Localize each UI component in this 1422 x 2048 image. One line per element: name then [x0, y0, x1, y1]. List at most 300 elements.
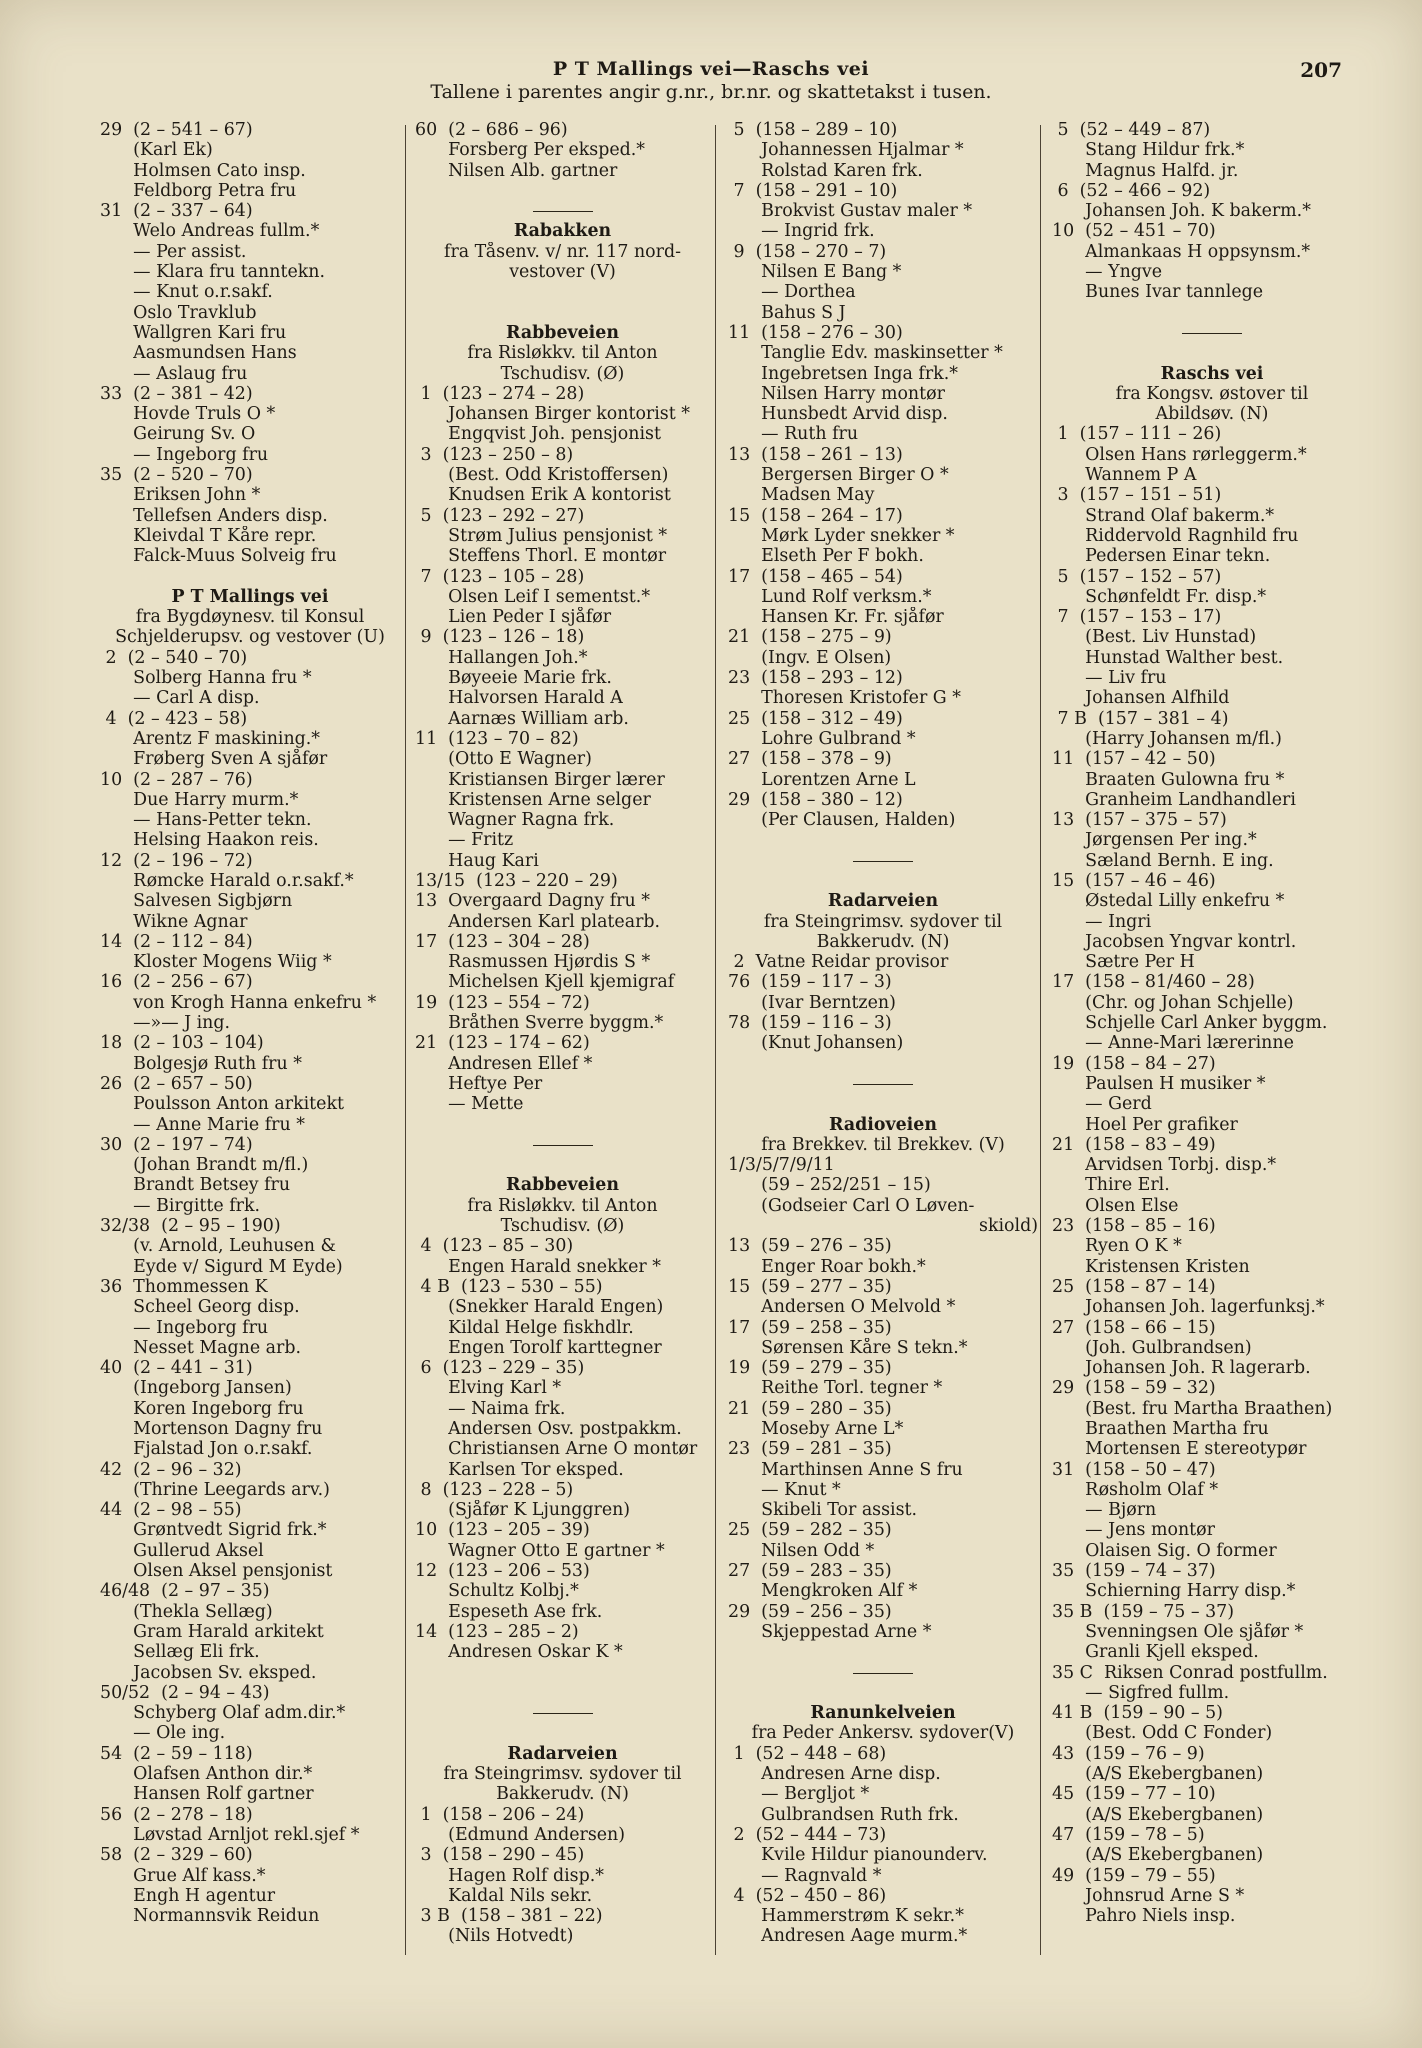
directory-entry: 35 C Riksen Conrad postfullm. — [1052, 1662, 1328, 1683]
directory-entry: Rasmussen Hjørdis S * — [415, 952, 651, 973]
directory-entry: Helsing Haakon reis. — [100, 830, 319, 851]
street-description: Abildsøv. (N) — [1155, 404, 1269, 425]
directory-entry: 40 (2 – 441 – 31) — [100, 1358, 253, 1379]
directory-entry: (Joh. Gulbrandsen) — [1052, 1337, 1252, 1358]
directory-entry: 14 (123 – 285 – 2) — [415, 1621, 579, 1642]
directory-entry: Knudsen Erik A kontorist — [415, 485, 671, 506]
directory-entry: Elseth Per F bokh. — [728, 546, 924, 567]
directory-entry: 13 (158 – 261 – 13) — [728, 444, 903, 465]
directory-entry: Aasmundsen Hans — [100, 343, 297, 364]
street-heading: Raschs vei — [1160, 363, 1264, 384]
directory-entry: Kvile Hildur pianounderv. — [728, 1845, 988, 1866]
directory-entry: 7 (158 – 291 – 10) — [728, 180, 898, 201]
directory-entry: Marthinsen Anne S fru — [728, 1459, 963, 1480]
directory-entry: 8 (123 – 228 – 5) — [415, 1479, 574, 1500]
directory-entry: (A/S Ekebergbanen) — [1052, 1845, 1264, 1866]
directory-entry: Hansen Rolf gartner — [100, 1784, 314, 1805]
directory-entry: (A/S Ekebergbanen) — [1052, 1804, 1264, 1825]
directory-entry: — Ingrid frk. — [728, 221, 875, 242]
directory-entry: Sæland Bernh. E ing. — [1052, 850, 1274, 871]
street-description: Schjelderupsv. og vestover (U) — [115, 627, 385, 648]
directory-entry: Tanglie Edv. maskinsetter * — [728, 343, 1003, 364]
directory-entry: 12 (2 – 196 – 72) — [100, 850, 253, 871]
directory-entry: 78 (159 – 116 – 3) — [728, 1013, 892, 1034]
directory-entry: (Sjåfør K Ljunggren) — [415, 1500, 631, 1521]
directory-entry: 5 (123 – 292 – 27) — [415, 505, 585, 526]
section-divider — [728, 1663, 1038, 1683]
blank-line — [728, 871, 1038, 891]
directory-entry: — Jens montør — [1052, 1520, 1215, 1541]
directory-entry: Andersen O Melvold * — [728, 1297, 956, 1318]
directory-entry: — Bergljot * — [728, 1784, 870, 1805]
directory-entry: 15 (158 – 264 – 17) — [728, 505, 903, 526]
directory-entry: Brandt Betsey fru — [100, 1175, 291, 1196]
directory-entry: Andresen Ellef * — [415, 1053, 593, 1074]
directory-entry: — Knut * — [728, 1479, 841, 1500]
directory-entry: 5 (158 – 289 – 10) — [728, 120, 898, 140]
directory-entry: Geirung Sv. O — [100, 424, 256, 445]
directory-entry: Nesset Magne arb. — [100, 1337, 302, 1358]
directory-entry: 60 (2 – 686 – 96) — [415, 120, 568, 140]
directory-entry: 32/38 (2 – 95 – 190) — [100, 1216, 281, 1237]
directory-entry: 58 (2 – 329 – 60) — [100, 1845, 253, 1866]
directory-entry: — Hans-Petter tekn. — [100, 810, 312, 831]
section-divider — [415, 201, 710, 221]
blank-line — [415, 1115, 710, 1135]
directory-entry: (Nils Hotvedt) — [415, 1926, 574, 1947]
directory-entry: Salvesen Sigbjørn — [100, 891, 293, 912]
directory-entry: (Thrine Leegards arv.) — [100, 1479, 330, 1500]
blank-line — [728, 1642, 1038, 1662]
street-heading: P T Mallings vei — [171, 586, 329, 607]
directory-entry: 7 (157 – 153 – 17) — [1052, 607, 1222, 628]
directory-entry: Elving Karl * — [415, 1378, 562, 1399]
blank-line — [728, 1054, 1038, 1074]
directory-entry: — Anne-Mari lærerinne — [1052, 1033, 1294, 1054]
directory-entry: Grøntvedt Sigrid frk.* — [100, 1520, 327, 1541]
directory-entry: — Knut o.r.sakf. — [100, 282, 273, 303]
directory-entry: Jacobsen Yngvar kontrl. — [1052, 931, 1297, 952]
directory-entry: (Knut Johansen) — [728, 1033, 904, 1054]
directory-entry: Christiansen Arne O montør — [415, 1439, 698, 1460]
directory-entry: 1 (52 – 448 – 68) — [728, 1743, 887, 1764]
section-divider — [1052, 323, 1372, 343]
directory-entry: 16 (2 – 256 – 67) — [100, 972, 253, 993]
directory-entry: Granli Kjell eksped. — [1052, 1642, 1259, 1663]
directory-entry: Sætre Per H — [1052, 952, 1195, 973]
directory-entry: Jørgensen Per ing.* — [1052, 830, 1257, 851]
directory-entry: 27 (158 – 378 – 9) — [728, 749, 892, 770]
directory-entry: Gulbrandsen Ruth frk. — [728, 1804, 959, 1825]
directory-entry: Oslo Travklub — [100, 302, 257, 323]
directory-entry: Strøm Julius pensjonist * — [415, 525, 668, 546]
directory-entry: 17 (123 – 304 – 28) — [415, 931, 590, 952]
directory-entry: Heftye Per — [415, 1073, 543, 1094]
directory-entry: — Ragnvald * — [728, 1865, 882, 1886]
directory-entry: 10 (52 – 451 – 70) — [1052, 221, 1216, 242]
street-heading: Rabbeveien — [506, 322, 619, 343]
directory-entry: Thire Erl. — [1052, 1175, 1170, 1196]
directory-entry: Andersen Karl platearb. — [415, 911, 661, 932]
street-heading: Ranunkelveien — [810, 1703, 956, 1724]
directory-entry: 49 (159 – 79 – 55) — [1052, 1865, 1216, 1886]
directory-entry: — Yngve — [1052, 262, 1163, 283]
directory-entry: 5 (52 – 449 – 87) — [1052, 120, 1211, 140]
directory-entry: 29 (2 – 541 – 67) — [100, 120, 253, 140]
directory-entry: Feldborg Petra fru — [100, 180, 297, 201]
directory-entry: — Ingeborg fru — [100, 1317, 269, 1338]
directory-entry: — Fritz — [415, 830, 514, 851]
directory-entry: 4 B (123 – 530 – 55) — [415, 1276, 603, 1297]
directory-entry: Olsen Else — [1052, 1195, 1179, 1216]
directory-entry: — Sigfred fullm. — [1052, 1682, 1230, 1703]
blank-line — [728, 1683, 1038, 1703]
directory-entry: 7 (123 – 105 – 28) — [415, 566, 585, 587]
directory-entry: Rolstad Karen frk. — [728, 160, 923, 181]
directory-entry: Hunstad Walther best. — [1052, 647, 1284, 668]
directory-entry: Hallangen Joh.* — [415, 647, 588, 668]
directory-entry: Frøberg Sven A sjåfør — [100, 749, 328, 770]
blank-line — [415, 282, 710, 302]
directory-entry: Nilsen E Bang * — [728, 262, 902, 283]
directory-entry: 2 Vatne Reidar provisor — [728, 952, 949, 973]
directory-entry: 44 (2 – 98 – 55) — [100, 1500, 242, 1521]
directory-entry: Løvstad Arnljot rekl.sjef * — [100, 1824, 360, 1845]
directory-entry: 5 (157 – 152 – 57) — [1052, 566, 1222, 587]
directory-entry: — Carl A disp. — [100, 688, 260, 709]
street-heading: Rabbeveien — [506, 1175, 619, 1196]
directory-entry: Lorentzen Arne L — [728, 769, 916, 790]
directory-entry: 25 (158 – 312 – 49) — [728, 708, 903, 729]
directory-entry: 17 (59 – 258 – 35) — [728, 1317, 892, 1338]
directory-entry: Engh H agentur — [100, 1885, 276, 1906]
directory-entry: 35 B (159 – 75 – 37) — [1052, 1601, 1235, 1622]
blank-line — [1052, 343, 1372, 363]
directory-entry: Bolgesjø Ruth fru * — [100, 1053, 302, 1074]
directory-entry: Hovde Truls O * — [100, 404, 276, 425]
blank-line — [1052, 303, 1372, 323]
blank-line — [415, 1683, 710, 1703]
street-heading: Radarveien — [827, 891, 939, 912]
directory-entry: 27 (59 – 283 – 35) — [728, 1561, 892, 1582]
directory-entry: (Ivar Berntzen) — [728, 992, 896, 1013]
directory-entry: Wikne Agnar — [100, 911, 248, 932]
directory-entry: Schultz Kolbj.* — [415, 1581, 579, 1602]
directory-entry: Nilsen Harry montør — [728, 383, 945, 404]
directory-entry: Engqvist Joh. pensjonist — [415, 424, 661, 445]
directory-entry: — Dorthea — [728, 282, 856, 303]
directory-entry: 4 (123 – 85 – 30) — [415, 1236, 574, 1257]
directory-entry: Kaldal Nils sekr. — [415, 1885, 593, 1906]
directory-entry: 1 (157 – 111 – 26) — [1052, 424, 1222, 445]
directory-entry: Svenningsen Ole sjåfør * — [1052, 1621, 1304, 1642]
directory-entry: Due Harry murm.* — [100, 789, 299, 810]
directory-entry: Normannsvik Reidun — [100, 1906, 320, 1927]
directory-entry: Koren Ingeborg fru — [100, 1398, 304, 1419]
directory-entry: 13 Overgaard Dagny fru * — [415, 891, 650, 912]
directory-entry: — Liv fru — [1052, 668, 1167, 689]
directory-entry: (Best. Odd Kristoffersen) — [415, 465, 669, 486]
directory-entry: 21 (158 – 275 – 9) — [728, 627, 892, 648]
directory-entry: Mørk Lyder snekker * — [728, 525, 955, 546]
directory-entry: 15 (157 – 46 – 46) — [1052, 870, 1216, 891]
directory-entry: 19 (123 – 554 – 72) — [415, 992, 590, 1013]
directory-entry: 27 (158 – 66 – 15) — [1052, 1317, 1216, 1338]
directory-entry: Ingebretsen Inga frk.* — [728, 363, 958, 384]
directory-entry: 23 (158 – 293 – 12) — [728, 668, 903, 689]
directory-entry: Tellefsen Anders disp. — [100, 505, 328, 526]
directory-entry: — Ole ing. — [100, 1723, 226, 1744]
directory-entry: 13 (157 – 375 – 57) — [1052, 810, 1227, 831]
directory-entry: Kildal Helge fiskhdlr. — [415, 1317, 634, 1338]
directory-entry: Johansen Joh. R lagerarb. — [1052, 1358, 1311, 1379]
directory-entry: (Snekker Harald Engen) — [415, 1297, 664, 1318]
directory-entry: Wannem P A — [1052, 465, 1197, 486]
directory-entry: Johansen Alfhild — [1052, 688, 1230, 709]
directory-entry: 15 (59 – 277 – 35) — [728, 1276, 892, 1297]
directory-entry: Kristensen Kristen — [1052, 1256, 1250, 1277]
directory-entry: 11 (157 – 42 – 50) — [1052, 749, 1216, 770]
directory-entry: 17 (158 – 465 – 54) — [728, 566, 903, 587]
directory-entry: 7 B (157 – 381 – 4) — [1052, 708, 1229, 729]
directory-entry: (v. Arnold, Leuhusen & — [100, 1236, 336, 1257]
directory-entry: Johansen Birger kontorist * — [415, 404, 690, 425]
directory-entry: 3 (158 – 290 – 45) — [415, 1845, 585, 1866]
directory-entry: 21 (123 – 174 – 62) — [415, 1033, 590, 1054]
directory-entry: 29 (158 – 59 – 32) — [1052, 1378, 1216, 1399]
directory-entry: Olafsen Anthon dir.* — [100, 1764, 313, 1785]
blank-line — [100, 567, 400, 587]
directory-entry: Jacobsen Sv. eksped. — [100, 1662, 317, 1683]
directory-entry: Andresen Aage murm.* — [728, 1926, 968, 1947]
directory-entry: 3 (123 – 250 – 8) — [415, 444, 574, 465]
directory-entry: Brokvist Gustav maler * — [728, 201, 973, 222]
directory-entry: Lien Peder I sjåfør — [415, 607, 612, 628]
directory-entry: 11 (158 – 276 – 30) — [728, 322, 903, 343]
directory-entry: Thoresen Kristofer G * — [728, 688, 961, 709]
directory-entry: — Mette — [415, 1094, 524, 1115]
directory-entry: (A/S Ekebergbanen) — [1052, 1764, 1264, 1785]
directory-entry: Kleivdal T Kåre repr. — [100, 525, 317, 546]
directory-entry: 6 (52 – 466 – 92) — [1052, 180, 1211, 201]
directory-entry: — Ruth fru — [728, 424, 859, 445]
directory-entry: Hagen Rolf disp.* — [415, 1865, 604, 1886]
street-description: fra Brekkev. til Brekkev. (V) — [761, 1134, 1005, 1155]
section-divider — [728, 851, 1038, 871]
blank-line — [728, 830, 1038, 850]
directory-entry: 35 (159 – 74 – 37) — [1052, 1561, 1216, 1582]
directory-entry: Gullerud Aksel — [100, 1540, 264, 1561]
directory-entry: 3 (157 – 151 – 51) — [1052, 485, 1222, 506]
directory-entry: Bøyeeie Marie frk. — [415, 668, 612, 689]
directory-entry: Skibeli Tor assist. — [728, 1500, 918, 1521]
directory-entry: 9 (123 – 126 – 18) — [415, 627, 585, 648]
directory-entry: Espeseth Ase frk. — [415, 1601, 603, 1622]
directory-entry: 4 (52 – 450 – 86) — [728, 1885, 887, 1906]
directory-entry: 54 (2 – 59 – 118) — [100, 1743, 253, 1764]
street-heading: Rabakken — [513, 221, 612, 242]
directory-entry: (Godseier Carl O Løven- — [728, 1195, 975, 1216]
directory-entry: Braathen Martha fru — [1052, 1419, 1269, 1439]
directory-entry: Magnus Halfd. jr. — [1052, 160, 1239, 181]
street-description: vestover (V) — [509, 262, 616, 283]
directory-entry: — Gerd — [1052, 1094, 1152, 1115]
directory-entry: Karlsen Tor eksped. — [415, 1459, 624, 1480]
directory-entry: (Edmund Andersen) — [415, 1824, 626, 1845]
directory-entry: Haug Kari — [415, 850, 539, 871]
street-description: fra Tåsenv. v/ nr. 117 nord- — [444, 241, 681, 262]
blank-line — [415, 1663, 710, 1683]
directory-entry: Enger Roar bokh.* — [728, 1256, 926, 1277]
blank-line — [415, 1155, 710, 1175]
blank-line — [415, 181, 710, 201]
directory-entry: Welo Andreas fullm.* — [100, 221, 320, 242]
directory-entry: Hansen Kr. Fr. sjåfør — [728, 607, 944, 628]
section-divider — [728, 1074, 1038, 1094]
street-description: fra Steingrimsv. sydover til — [443, 1764, 682, 1785]
directory-entry: Skjeppestad Arne * — [728, 1621, 932, 1642]
directory-entry: Steffens Thorl. E montør — [415, 546, 667, 567]
directory-entry: Olsen Hans rørleggerm.* — [1052, 444, 1307, 465]
directory-entry: 30 (2 – 197 – 74) — [100, 1134, 253, 1155]
directory-entry: Strand Olaf bakerm.* — [1052, 505, 1275, 526]
directory-column-2 — [415, 120, 710, 1947]
directory-entry: Pahro Niels insp. — [1052, 1906, 1236, 1927]
directory-entry: Wallgren Kari fru — [100, 322, 287, 343]
directory-entry: Engen Torolf karttegner — [415, 1337, 662, 1358]
directory-entry: Pedersen Einar tekn. — [1052, 546, 1271, 567]
directory-entry: — Ingeborg fru — [100, 444, 269, 465]
directory-entry: Moseby Arne L* — [728, 1419, 904, 1439]
directory-entry: Engen Harald snekker * — [415, 1256, 661, 1277]
directory-entry: Bunes Ivar tannlege — [1052, 282, 1264, 303]
directory-entry: Almankaas H oppsynsm.* — [1052, 241, 1311, 262]
directory-entry: 2 (2 – 540 – 70) — [100, 647, 248, 668]
directory-entry: Bråthen Sverre byggm.* — [415, 1013, 664, 1034]
directory-column-4 — [1052, 120, 1372, 1926]
section-divider — [415, 1135, 710, 1155]
directory-entry: Mengkroken Alf * — [728, 1581, 918, 1602]
directory-entry: Mortensen E stereotypør — [1052, 1439, 1307, 1460]
directory-entry: Reithe Torl. tegner * — [728, 1378, 943, 1399]
directory-entry: Sørensen Kåre S tekn.* — [728, 1337, 968, 1358]
directory-entry: Fjalstad Jon o.r.sakf. — [100, 1439, 313, 1460]
directory-entry: (Ingv. E Olsen) — [728, 647, 892, 668]
directory-entry: Arentz F maskining.* — [100, 728, 321, 749]
directory-entry: Hoel Per grafiker — [1052, 1114, 1238, 1135]
street-heading: Radioveien — [829, 1114, 937, 1135]
directory-entry: Eriksen John * — [100, 485, 261, 506]
directory-entry: Lohre Gulbrand * — [728, 728, 916, 749]
directory-entry: 1 (158 – 206 – 24) — [415, 1804, 585, 1825]
directory-entry: 31 (158 – 50 – 47) — [1052, 1459, 1216, 1480]
directory-entry: (Harry Johansen m/fl.) — [1052, 728, 1282, 749]
directory-entry: 41 B (159 – 90 – 5) — [1052, 1703, 1223, 1724]
directory-entry: Olsen Leif I sementst.* — [415, 586, 651, 607]
directory-entry: (Best. Liv Hunstad) — [1052, 627, 1257, 648]
directory-entry: Hammerstrøm K sekr.* — [728, 1906, 964, 1927]
directory-entry: 13/15 (123 – 220 – 29) — [415, 870, 618, 891]
directory-entry: 10 (2 – 287 – 76) — [100, 769, 253, 790]
directory-entry: — Anne Marie fru * — [100, 1114, 305, 1135]
directory-entry: Kristensen Arne selger — [415, 789, 651, 810]
directory-entry: 9 (158 – 270 – 7) — [728, 241, 887, 262]
directory-entry: 14 (2 – 112 – 84) — [100, 931, 253, 952]
directory-entry: — Birgitte frk. — [100, 1195, 261, 1216]
directory-entry: 36 Thommessen K — [100, 1276, 268, 1297]
directory-entry: 1/3/5/7/9/11 — [728, 1155, 835, 1176]
directory-entry: 13 (59 – 276 – 35) — [728, 1236, 892, 1257]
directory-entry: — Naima frk. — [415, 1398, 566, 1419]
directory-columns — [100, 120, 1422, 1960]
directory-entry: (Best. Odd C Fonder) — [1052, 1723, 1273, 1744]
directory-entry: Grue Alf kass.* — [100, 1865, 266, 1886]
directory-entry: Gram Harald arkitekt — [100, 1621, 324, 1642]
directory-entry: 33 (2 – 381 – 42) — [100, 383, 253, 404]
directory-entry: Bahus S J — [728, 302, 846, 323]
directory-entry: Granheim Landhandleri — [1052, 789, 1296, 810]
directory-entry: — Ingri — [1052, 911, 1152, 932]
directory-entry: (59 – 252/251 – 15) — [728, 1175, 931, 1196]
directory-entry: Holmsen Cato insp. — [100, 160, 306, 181]
directory-entry: Kristiansen Birger lærer — [415, 769, 665, 790]
directory-entry: 29 (158 – 380 – 12) — [728, 789, 903, 810]
directory-entry: skiold) — [979, 1216, 1038, 1237]
directory-entry: 21 (158 – 83 – 49) — [1052, 1134, 1216, 1155]
directory-entry: Andresen Oskar K * — [415, 1642, 623, 1663]
directory-entry: Wagner Otto E gartner * — [415, 1540, 665, 1561]
directory-entry: 3 B (158 – 381 – 22) — [415, 1906, 603, 1927]
directory-entry: 31 (2 – 337 – 64) — [100, 201, 253, 222]
directory-entry: Solberg Hanna fru * — [100, 668, 312, 689]
page-title: P T Mallings vei—Raschs vei — [552, 58, 870, 80]
directory-entry: Olaisen Sig. O former — [1052, 1540, 1277, 1561]
directory-entry: Poulsson Anton arkitekt — [100, 1094, 344, 1115]
directory-entry: 25 (158 – 87 – 14) — [1052, 1276, 1216, 1297]
directory-entry: Schjelle Carl Anker byggm. — [1052, 1013, 1328, 1034]
directory-entry: Schønfeldt Fr. disp.* — [1052, 586, 1267, 607]
street-description: Tschudisv. (Ø) — [500, 363, 625, 384]
directory-entry: — Klara fru tanntekn. — [100, 262, 325, 283]
directory-entry: (Best. fru Martha Braathen) — [1052, 1398, 1333, 1419]
directory-entry: 25 (59 – 282 – 35) — [728, 1520, 892, 1541]
directory-entry: Arvidsen Torbj. disp.* — [1052, 1155, 1277, 1176]
directory-entry: 11 (123 – 70 – 82) — [415, 728, 579, 749]
directory-entry: 6 (123 – 229 – 35) — [415, 1358, 585, 1379]
directory-entry: 10 (123 – 205 – 39) — [415, 1520, 590, 1541]
blank-line — [415, 303, 710, 323]
directory-entry: Rømcke Harald o.r.sakf.* — [100, 870, 354, 891]
directory-entry: (Johan Brandt m/fl.) — [100, 1155, 309, 1176]
directory-entry: Schierning Harry disp.* — [1052, 1581, 1296, 1602]
directory-entry: Michelsen Kjell kjemigraf — [415, 972, 675, 993]
directory-entry: Bergersen Birger O * — [728, 465, 949, 486]
directory-entry: Mortenson Dagny fru — [100, 1419, 323, 1439]
directory-entry: (Ingeborg Jansen) — [100, 1378, 292, 1399]
directory-entry: Røsholm Olaf * — [1052, 1479, 1219, 1500]
directory-entry: 23 (158 – 85 – 16) — [1052, 1216, 1216, 1237]
street-description: Tschudisv. (Ø) — [500, 1216, 625, 1237]
directory-entry: Riddervold Ragnhild fru — [1052, 525, 1299, 546]
directory-entry: — Bjørn — [1052, 1500, 1157, 1521]
directory-entry: 56 (2 – 278 – 18) — [100, 1804, 253, 1825]
page-subtitle: Tallene i parentes angir g.nr., br.nr. og skattetakst i tusen. — [430, 81, 992, 103]
blank-line — [415, 1723, 710, 1743]
directory-entry: 47 (159 – 78 – 5) — [1052, 1824, 1205, 1845]
street-description: Bakkerudv. (N) — [496, 1784, 629, 1805]
directory-entry: 45 (159 – 77 – 10) — [1052, 1784, 1216, 1805]
directory-entry: Schyberg Olaf adm.dir.* — [100, 1703, 346, 1724]
